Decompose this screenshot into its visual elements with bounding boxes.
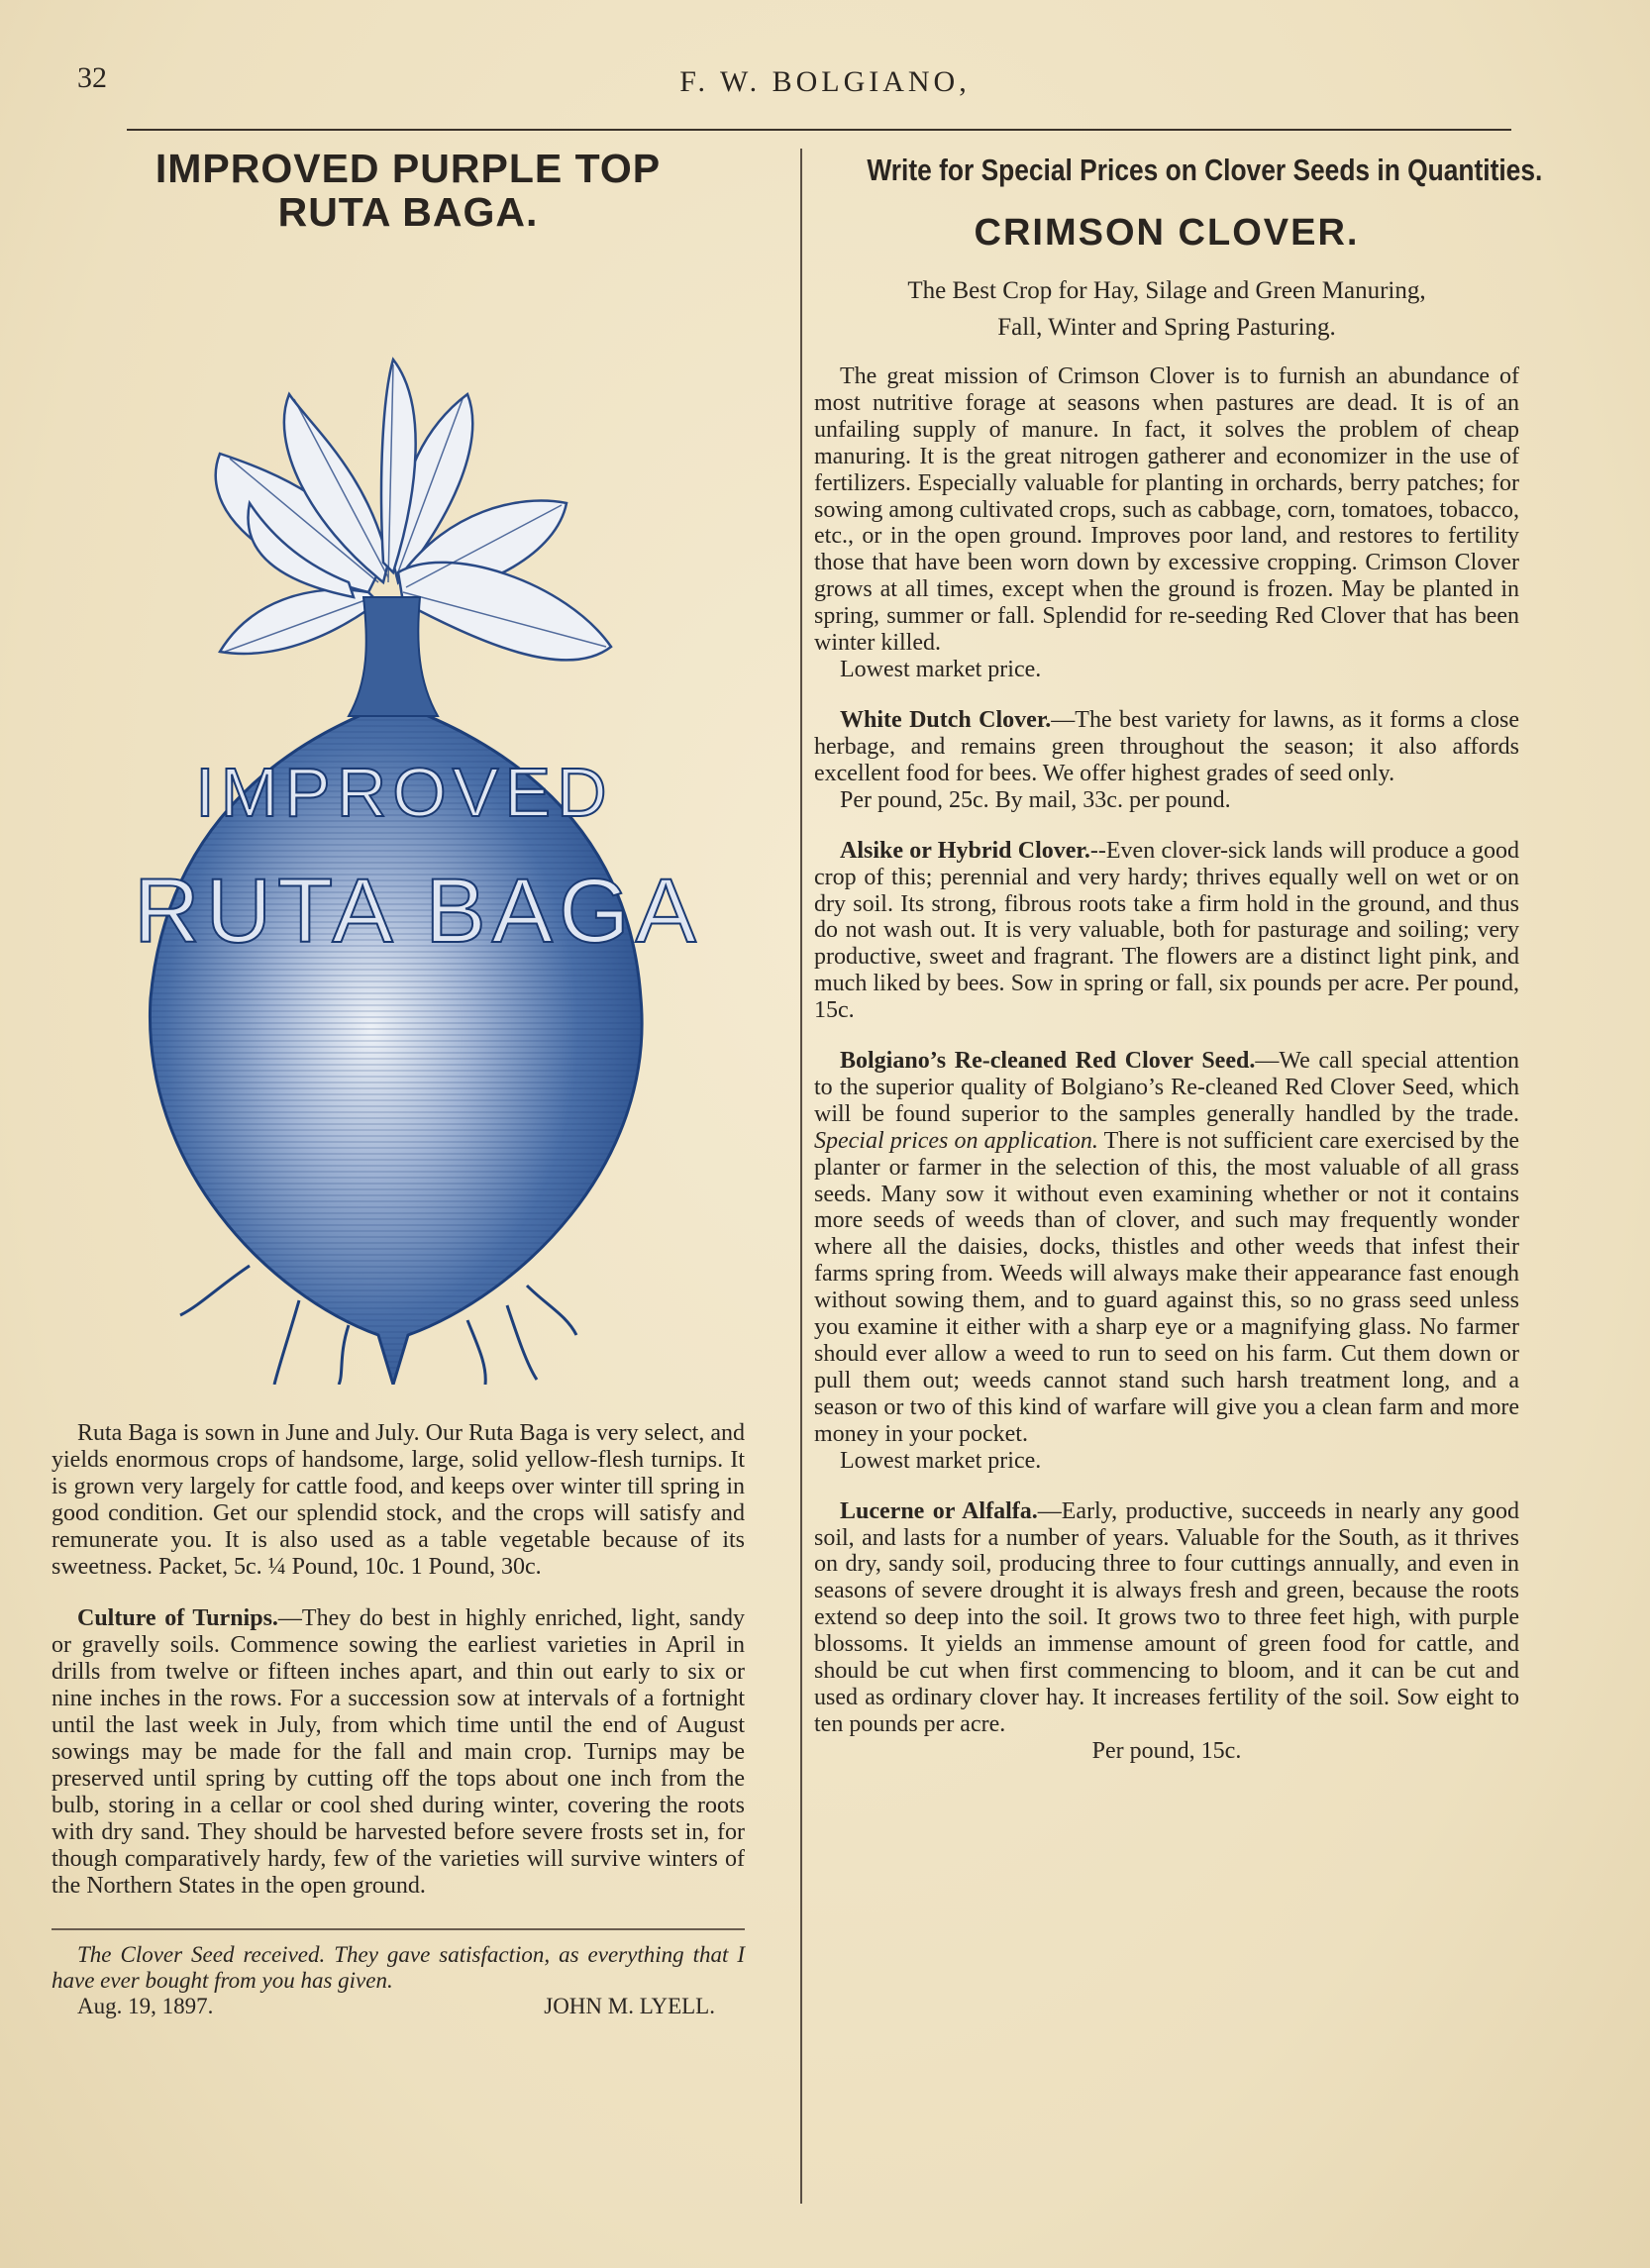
culture-heading: Culture of Turnips. xyxy=(77,1605,278,1632)
running-head: F. W. BOLGIANO, xyxy=(679,65,971,98)
crimson-subtitle-line1: The Best Crop for Hay, Silage and Green Manuring, xyxy=(907,277,1426,304)
testimonial-text: The Clover Seed received. They gave satisfaction, as everything that I have ever bought from you has given. xyxy=(52,1942,745,1994)
testimonial-author: JOHN M. LYELL. xyxy=(544,1994,715,2019)
header-rule xyxy=(127,129,1511,131)
crimson-subtitle-line2: Fall, Winter and Spring Pasturing. xyxy=(997,314,1336,341)
lucerne-heading: Lucerne or Alfalfa. xyxy=(840,1497,1038,1524)
testimonial-date: Aug. 19, 1897. xyxy=(77,1994,214,2019)
red-clover-text-b: There is not sufficient care exercised by the planter or farmer in the selection of this, the most valuable of all grass seeds. Many sow it without even examining whether or not it contains more seeds of weeds than of clover, and such may frequently wonder where all the daisies, docks, thistles and other weeds that infest their farms spring from. Weeds will always make their appearance fast enough without sowing them, and to guard against this, so no grass seed unless you examine it either with a sharp eye or a magnifying glass. No farmer should ever allow a weed to run to seed on his farm. Cut them down or pull them out; weeds cannot stand such harsh treatment long, and a season or two of this kind of warfare will give you a clean farm and more money in your pocket. xyxy=(814,1127,1519,1447)
illustration-label-ruta-baga: RUTA BAGA xyxy=(134,861,702,962)
right-column xyxy=(814,147,1543,1765)
alsike-text: --Even clover-sick lands will produce a good crop of this; perennial and very hardy; thrives equally well on wet or on dry soil. Its strong, fibrous roots take a firm hold in the ground, and thus do not wash out. It is very valuable, both for pasturage and soiling; very productive, sweet and fragrant. The flowers are a distinct light pink, and much liked by bees. Sow in spring or fall, six pounds per acre. Per pound, 15c. xyxy=(814,837,1519,1024)
ruta-paragraph: Ruta Baga is sown in June and July. Our Ruta Baga is very select, and yields enormous crops of handsome, large, solid yellow-flesh turnips. It is grown very largely for cattle food, and keeps over winter till spring in good condition. Get our splendid stock, and the crops will satisfy and remunerate you. It is also used as a table vegetable because of its sweetness. Packet, 5c. ¼ Pound, 10c. 1 Pound, 30c. xyxy=(52,1420,745,1580)
crimson-clover-title: CRIMSON CLOVER. xyxy=(974,212,1360,254)
ruta-title-line2: RUTA BAGA. xyxy=(277,189,539,235)
alsike-heading: Alsike or Hybrid Clover. xyxy=(840,837,1090,864)
lucerne-text: —Early, productive, succeeds in nearly any good soil, and lasts for a number of years. Valuable for the South, as it thrives on dry, sandy soil, producing three to four cuttings annually, and even in seasons of severe drought it is always fresh and green, because the roots extend so deep into the soil. It grows two to three feet high, with purple blossoms. It yields an immense amount of green food for cattle, and should be cut when first commencing to bloom, and it can be cut and used as ordinary clover hay. It increases fertility of the soil. Sow eight to ten pounds per acre. xyxy=(814,1497,1520,1737)
white-dutch-text: —The best variety for lawns, as it forms a close herbage, and remains green throughout the season; it also affords excellent food for bees. We offer highest grades of seed only. xyxy=(814,706,1519,786)
culture-paragraph xyxy=(52,1605,745,1899)
ruta-title-line1: IMPROVED PURPLE TOP xyxy=(155,146,662,191)
special-prices-banner: Write for Special Prices on Clover Seeds in Quantities. xyxy=(867,153,1543,187)
culture-text: —They do best in highly enriched, light, sandy or gravelly soils. Commence sowing the earliest varieties in April in drills from twelve or fifteen inches apart, and thin out early to six or nine inches in the rows. For a succession sow at intervals of a fortnight until the last week in July, from which time until the end of August sowings may be made for the fall and main crop. Turnips may be preserved until spring by cutting off the tops about one inch from the bulb, storing in a cellar or cool shed during winter, covering the roots with dry sand. They should be harvested before severe frosts set in, for though comparatively hardy, few of the varieties will survive winters of the Northern States in the open ground. xyxy=(52,1605,746,1899)
testimonial-signature xyxy=(52,1994,745,2019)
red-clover-special-prices: Special prices on application. xyxy=(814,1127,1098,1154)
red-clover-paragraph xyxy=(814,1048,1519,1448)
column-divider xyxy=(800,149,802,2204)
crimson-paragraph: The great mission of Crimson Clover is to furnish an abundance of most nutritive forage at seasons when pastures are dead. It is of an unfailing supply of manure. In fact, it solves the problem of cheap manuring. It is the great nitrogen gatherer and economizer in the use of fertilizers. Especially valuable for planting in orchards, berry patches; for sowing among cultivated crops, such as cabbage, corn, tomatoes, tobacco, etc., or in the open ground. Improves poor land, and restores to fertility those that have been worn down by excessive cropping. Crimson Clover grows at all times, except when the ground is frozen. May be planted in spring, summer or fall. Splendid for re-seeding Red Clover that has been winter killed. xyxy=(814,363,1519,657)
ruta-text-block xyxy=(52,1420,745,2019)
white-dutch-price: Per pound, 25c. By mail, 33c. per pound. xyxy=(840,786,1231,813)
alsike-paragraph xyxy=(814,838,1519,1024)
crimson-price: Lowest market price. xyxy=(840,656,1042,682)
white-dutch-heading: White Dutch Clover. xyxy=(840,706,1052,733)
crimson-subtitle xyxy=(814,272,1519,346)
lucerne-paragraph xyxy=(814,1498,1519,1738)
red-clover-text-a: —We call special attention to the superior quality of Bolgiano’s Re-cleaned Red Clover Seed, which will be found superior to the samples generally handled by the trade. xyxy=(814,1048,1519,1127)
page-number: 32 xyxy=(77,61,107,94)
red-clover-heading: Bolgiano’s Re-cleaned Red Clover Seed. xyxy=(840,1048,1256,1075)
white-dutch-paragraph xyxy=(814,707,1519,787)
red-clover-price: Lowest market price. xyxy=(840,1447,1042,1474)
left-column xyxy=(52,146,746,2019)
testimonial-rule xyxy=(52,1928,745,1930)
illustration-label-improved: IMPROVED xyxy=(195,754,613,831)
lucerne-price: Per pound, 15c. xyxy=(1091,1737,1242,1764)
ruta-baga-illustration xyxy=(52,147,745,1385)
